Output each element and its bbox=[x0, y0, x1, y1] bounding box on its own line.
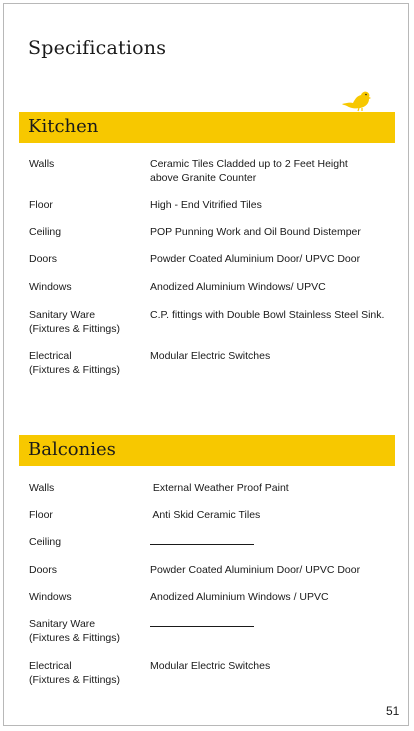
kitchen-heading: Kitchen bbox=[28, 116, 99, 137]
spec-label bbox=[29, 481, 147, 495]
spec-value bbox=[150, 198, 390, 212]
spec-label-line: Electrical bbox=[29, 350, 72, 362]
spec-value bbox=[150, 590, 390, 604]
spec-label-line: Floor bbox=[29, 199, 53, 211]
spec-label bbox=[29, 225, 147, 239]
blank-value-line bbox=[150, 617, 254, 627]
spec-label bbox=[29, 659, 147, 687]
spec-label-line: (Fixtures & Fittings) bbox=[29, 364, 121, 376]
spec-value bbox=[150, 252, 390, 266]
spec-label-line: Doors bbox=[29, 564, 58, 576]
spec-label bbox=[29, 563, 147, 577]
spec-label bbox=[29, 349, 147, 377]
spec-value bbox=[150, 308, 390, 322]
balconies-heading: Balconies bbox=[28, 439, 116, 460]
page-number: 51 bbox=[386, 704, 400, 718]
spec-label bbox=[29, 617, 147, 645]
spec-value-line: Anti Skid Ceramic Tiles bbox=[150, 509, 261, 521]
spec-label-line: (Fixtures & Fittings) bbox=[29, 674, 121, 686]
spec-value-line: Ceramic Tiles Cladded up to 2 Feet Height bbox=[150, 158, 348, 170]
spec-label bbox=[29, 590, 147, 604]
balconies-header bbox=[19, 435, 395, 466]
spec-value-line: Modular Electric Switches bbox=[150, 350, 271, 362]
spec-label bbox=[29, 252, 147, 266]
spec-label-line: Floor bbox=[29, 509, 53, 521]
spec-label-line: Walls bbox=[29, 482, 55, 494]
spec-label bbox=[29, 508, 147, 522]
spec-label-line: Windows bbox=[29, 281, 72, 293]
spec-label bbox=[29, 280, 147, 294]
spec-value bbox=[150, 349, 390, 363]
spec-label bbox=[29, 535, 147, 549]
spec-value-line: External Weather Proof Paint bbox=[150, 482, 289, 494]
spec-value-line: Anodized Aluminium Windows/ UPVC bbox=[150, 281, 326, 293]
spec-value-line: C.P. fittings with Double Bowl Stainless Steel Sink. bbox=[150, 309, 385, 321]
spec-value bbox=[150, 617, 390, 627]
spec-value bbox=[150, 280, 390, 294]
spec-value bbox=[150, 225, 390, 239]
bird-icon bbox=[340, 90, 372, 112]
spec-label-line: Electrical bbox=[29, 660, 72, 672]
spec-value bbox=[150, 563, 390, 577]
spec-label-line: Walls bbox=[29, 158, 55, 170]
blank-value-line bbox=[150, 535, 254, 545]
spec-value bbox=[150, 481, 390, 495]
spec-label-line: Sanitary Ware bbox=[29, 618, 96, 630]
spec-value bbox=[150, 659, 390, 673]
page-title: Specifications bbox=[28, 37, 167, 59]
spec-value-line: Modular Electric Switches bbox=[150, 660, 271, 672]
kitchen-header bbox=[19, 112, 395, 143]
spec-value-line: Anodized Aluminium Windows / UPVC bbox=[150, 591, 329, 603]
spec-label-line: Sanitary Ware bbox=[29, 309, 96, 321]
spec-label-line: Ceiling bbox=[29, 536, 62, 548]
spec-value-line: POP Punning Work and Oil Bound Distemper bbox=[150, 226, 361, 238]
spec-label bbox=[29, 198, 147, 212]
spec-value-line: Powder Coated Aluminium Door/ UPVC Door bbox=[150, 564, 361, 576]
spec-label-line: Ceiling bbox=[29, 226, 62, 238]
spec-label bbox=[29, 308, 147, 336]
spec-label-line: (Fixtures & Fittings) bbox=[29, 632, 121, 644]
spec-label-line: Doors bbox=[29, 253, 58, 265]
spec-value bbox=[150, 508, 390, 522]
spec-value-line: above Granite Counter bbox=[150, 172, 257, 184]
spec-value bbox=[150, 157, 390, 185]
spec-value bbox=[150, 535, 390, 545]
spec-value-line: High - End Vitrified Tiles bbox=[150, 199, 262, 211]
spec-label-line: (Fixtures & Fittings) bbox=[29, 323, 121, 335]
spec-value-line: Powder Coated Aluminium Door/ UPVC Door bbox=[150, 253, 361, 265]
spec-label-line: Windows bbox=[29, 591, 72, 603]
spec-label bbox=[29, 157, 147, 171]
